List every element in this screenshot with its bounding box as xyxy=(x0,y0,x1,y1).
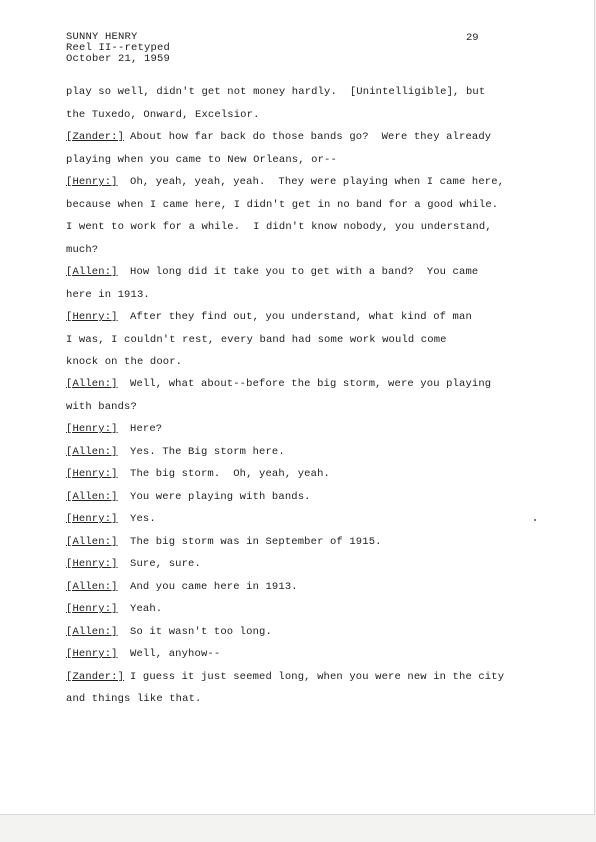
transcript-line xyxy=(66,536,382,548)
transcript-line xyxy=(66,244,98,256)
transcript-line xyxy=(66,491,311,503)
line-text: You were playing with bands. xyxy=(130,491,311,503)
transcript-line xyxy=(66,423,162,435)
line-text: Well, what about--before the big storm, were you playing xyxy=(130,378,492,390)
interviewee-name: SUNNY HENRY xyxy=(66,31,138,43)
transcript-line xyxy=(66,626,272,638)
reel-label: Reel II--retyped xyxy=(66,42,171,54)
speaker-label: [Allen:] xyxy=(66,626,118,638)
speaker-label: [Henry:] xyxy=(66,468,118,480)
transcript-line xyxy=(66,109,260,121)
transcript-line xyxy=(66,311,472,323)
line-text: with bands? xyxy=(66,401,137,413)
transcript-line xyxy=(66,468,330,480)
transcript-line xyxy=(66,289,150,301)
line-text: Here? xyxy=(130,423,163,435)
transcript-line xyxy=(66,334,447,346)
document-header xyxy=(66,32,170,65)
line-text: knock on the door. xyxy=(66,356,183,368)
speaker-label: [Allen:] xyxy=(66,378,118,390)
transcript-line xyxy=(66,513,156,525)
line-text: I guess it just seemed long, when you were new in the city xyxy=(130,671,505,683)
line-text: Oh, yeah, yeah, yeah. They were playing when I came here, xyxy=(130,176,505,188)
transcript-line xyxy=(66,648,220,660)
transcript-line xyxy=(66,693,201,705)
speaker-label: [Allen:] xyxy=(66,266,118,278)
transcript-line xyxy=(66,581,298,593)
line-text: I went to work for a while. I didn't know nobody, you understand, xyxy=(66,221,492,233)
speaker-label: [Zander:] xyxy=(66,671,125,683)
line-text: I was, I couldn't rest, every band had some work would come xyxy=(66,334,447,346)
transcript-line xyxy=(66,221,492,233)
line-text: play so well, didn't get not money hardly. [Unintelligible], but xyxy=(66,86,486,98)
speaker-label: [Allen:] xyxy=(66,536,118,548)
speaker-label: [Allen:] xyxy=(66,581,118,593)
transcript-line xyxy=(66,671,504,683)
transcript-line xyxy=(66,356,182,368)
transcript-line xyxy=(66,154,337,166)
speaker-label: [Henry:] xyxy=(66,603,118,615)
line-text: How long did it take you to get with a band? You came xyxy=(130,266,479,278)
transcript-line xyxy=(66,446,285,458)
line-text: The big storm was in September of 1915. xyxy=(130,536,382,548)
scan-speck xyxy=(534,519,536,521)
speaker-label: [Henry:] xyxy=(66,311,118,323)
speaker-label: [Henry:] xyxy=(66,513,118,525)
transcript-line xyxy=(66,558,201,570)
transcript-line xyxy=(66,199,498,211)
line-text: much? xyxy=(66,244,99,256)
page-number: 29 xyxy=(466,32,479,44)
speaker-label: [Zander:] xyxy=(66,131,125,143)
line-text: Yes. The Big storm here. xyxy=(130,446,285,458)
transcript-line xyxy=(66,401,137,413)
line-text: After they find out, you understand, what kind of man xyxy=(130,311,472,323)
line-text: and things like that. xyxy=(66,693,202,705)
transcript-line xyxy=(66,378,491,390)
line-text: the Tuxedo, Onward, Excelsior. xyxy=(66,109,260,121)
line-text: And you came here in 1913. xyxy=(130,581,298,593)
transcript-line xyxy=(66,603,162,615)
line-text: Sure, sure. xyxy=(130,558,201,570)
speaker-label: [Henry:] xyxy=(66,558,118,570)
line-text: The big storm. Oh, yeah, yeah. xyxy=(130,468,330,480)
transcript-line xyxy=(66,176,504,188)
line-text: because when I came here, I didn't get in no band for a good while. xyxy=(66,199,499,211)
speaker-label: [Allen:] xyxy=(66,491,118,503)
interview-date: October 21, 1959 xyxy=(66,53,171,65)
transcript-line xyxy=(66,86,485,98)
line-text: Yeah. xyxy=(130,603,163,615)
line-text: So it wasn't too long. xyxy=(130,626,272,638)
speaker-label: [Henry:] xyxy=(66,176,118,188)
line-text: here in 1913. xyxy=(66,289,150,301)
transcript-line xyxy=(66,131,491,143)
line-text: About how far back do those bands go? Were they already xyxy=(130,131,492,143)
speaker-label: [Allen:] xyxy=(66,446,118,458)
line-text: Well, anyhow-- xyxy=(130,648,221,660)
transcript-line xyxy=(66,266,478,278)
line-text: Yes. xyxy=(130,513,156,525)
speaker-label: [Henry:] xyxy=(66,648,118,660)
line-text: playing when you came to New Orleans, or-- xyxy=(66,154,337,166)
speaker-label: [Henry:] xyxy=(66,423,118,435)
